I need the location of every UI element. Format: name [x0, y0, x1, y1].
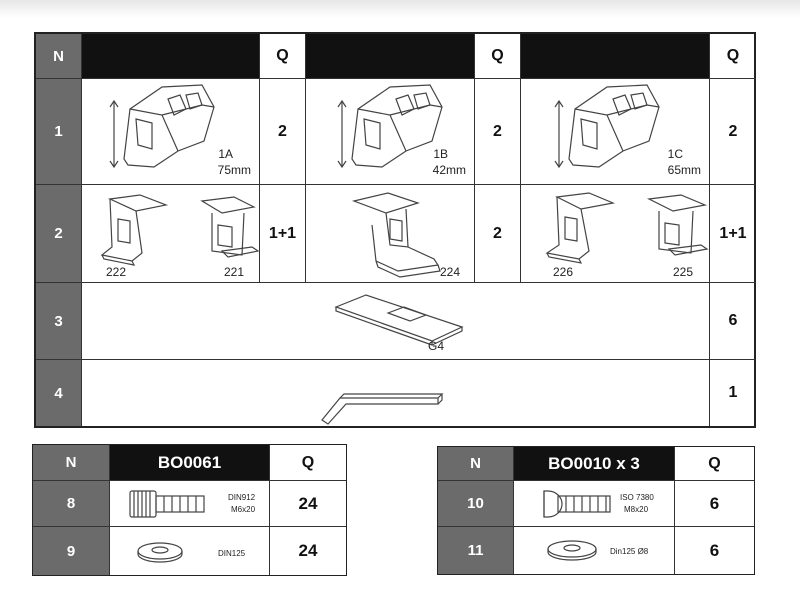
bolt-row-10-number: 10	[438, 481, 514, 527]
header-q-3: Q	[710, 34, 756, 79]
bolt-row-8-qty: 24	[270, 481, 346, 527]
plate-g4-cell	[82, 283, 710, 360]
washer-spec: DIN125	[218, 549, 246, 558]
part-1c-qty: 2	[710, 79, 756, 185]
bolt-row-9-qty: 24	[298, 541, 318, 560]
header-block-3	[521, 34, 710, 79]
bolt-spec-line2: M8x20	[624, 505, 649, 514]
part-1a-cell	[82, 79, 260, 185]
plate-g4-qty: 6	[710, 283, 756, 360]
row-3-number: 3	[36, 283, 82, 360]
plate-label: G4	[428, 339, 445, 353]
bolt-row-11-item	[514, 527, 675, 574]
bolt-spec-line2: M6x20	[231, 505, 256, 514]
part-label: 1B	[433, 147, 448, 161]
header-block-2	[306, 34, 475, 79]
bolt-row-11-qty: 6	[709, 540, 720, 560]
bracket-224-qty: 2	[475, 185, 521, 283]
hex-key-icon	[82, 360, 710, 426]
bolt-row-10-qty: 6	[675, 481, 754, 527]
bolt1-header-q: Q	[270, 445, 346, 481]
bracket-224-cell	[306, 185, 475, 283]
bolt2-header-n: N	[438, 447, 514, 481]
bolt1-header-code: BO0061	[110, 445, 270, 481]
plate-g4-icon	[82, 283, 710, 360]
bolt1-header-n: N	[33, 445, 110, 481]
part-size: 42mm	[432, 163, 466, 177]
part-size: 65mm	[667, 163, 701, 177]
header-q-2: Q	[475, 34, 521, 79]
bracket-label-right: 225	[673, 265, 694, 279]
washer-icon	[514, 527, 675, 574]
bracket-pair-2-qty: 1+1	[710, 185, 756, 283]
socket-cap-screw-icon	[110, 481, 270, 527]
bolt-spec-line1: ISO 7380	[620, 493, 654, 502]
part-label: 1C	[667, 147, 683, 161]
row-1-number: 1	[36, 79, 82, 185]
header-block-1	[82, 34, 260, 79]
bracket-label-left: 222	[106, 265, 127, 279]
part-1c-cell	[521, 79, 710, 185]
washer-icon	[110, 527, 270, 575]
bolt2-header-q: Q	[675, 447, 754, 481]
bolt-row-9-number: 9	[33, 527, 110, 575]
part-1b-cell	[306, 79, 475, 185]
bracket-pair-2-cell	[521, 185, 710, 283]
bracket-label-right: 221	[224, 265, 245, 279]
parts-table	[34, 32, 756, 428]
bolt-row-10-item	[514, 481, 675, 527]
bolt-row-11-number: 11	[438, 527, 514, 574]
button-head-screw-icon	[514, 481, 675, 527]
bolt-row-8-number: 8	[33, 481, 110, 527]
row-2-number: 2	[36, 185, 82, 283]
bolt-spec-line1: DIN912	[228, 493, 256, 502]
header-q-1: Q	[260, 34, 306, 79]
bolt-row-8-item	[110, 481, 270, 527]
part-size: 75mm	[217, 163, 251, 177]
bolt-table-bo0010	[437, 446, 755, 575]
bolt2-header-code: BO0010 x 3	[514, 447, 675, 481]
part-label: 1A	[218, 147, 233, 161]
bolt-row-9-item	[110, 527, 270, 575]
bracket-pair-1-cell	[82, 185, 260, 283]
bracket-pair-1-qty: 1+1	[260, 185, 306, 283]
washer-spec: Din125 Ø8	[610, 547, 649, 556]
bracket-label: 224	[440, 265, 461, 279]
top-shadow	[0, 0, 800, 18]
hex-key-qty: 1	[728, 384, 738, 401]
hex-key-cell	[82, 360, 710, 426]
header-n: N	[36, 34, 82, 79]
part-1a-qty: 2	[260, 79, 306, 185]
row-4-number: 4	[36, 360, 82, 426]
bolt-table-bo0061	[32, 444, 347, 576]
part-1b-qty: 2	[475, 79, 521, 185]
bracket-label-left: 226	[553, 265, 574, 279]
